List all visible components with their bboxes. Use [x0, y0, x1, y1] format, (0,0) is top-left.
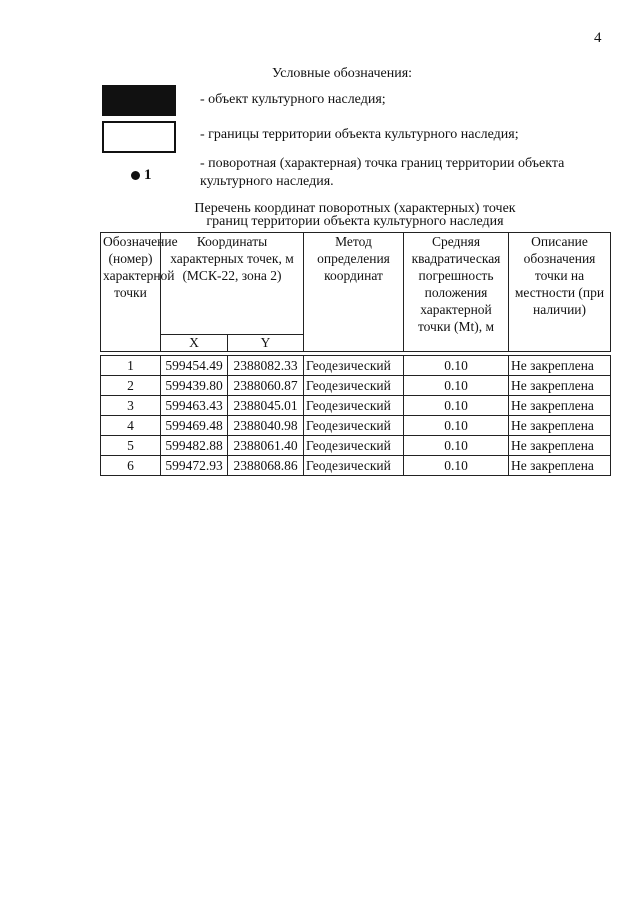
- table-row: [101, 376, 611, 396]
- header-error: Средняя квадратическая погрешность положения характерной точки (Mt), м: [404, 233, 509, 352]
- cell-x: 599482.88: [161, 436, 228, 456]
- legend-item-boundary: - границы территории объекта культурного наследия;: [200, 127, 519, 142]
- cell-method: Геодезический: [304, 436, 404, 456]
- cell-y: 2388045.01: [228, 396, 304, 416]
- table-row: [101, 436, 611, 456]
- cell-y: 2388061.40: [228, 436, 304, 456]
- cell-description: Не закреплена: [509, 396, 611, 416]
- territory-boundary-swatch: [102, 121, 176, 153]
- cell-number: 1: [101, 356, 161, 376]
- table-row: [101, 416, 611, 436]
- cell-x: 599439.80: [161, 376, 228, 396]
- cell-method: Геодезический: [304, 356, 404, 376]
- cell-number: 2: [101, 376, 161, 396]
- cell-x: 599463.43: [161, 396, 228, 416]
- cell-number: 5: [101, 436, 161, 456]
- header-description: Описание обозначения точки на местности (при наличии): [509, 233, 611, 352]
- cell-x: 599469.48: [161, 416, 228, 436]
- cell-x: 599454.49: [161, 356, 228, 376]
- header-y: Y: [228, 335, 304, 352]
- point-dot-icon: [131, 171, 140, 180]
- header-point-number: Обозначение (номер) характерной точки: [101, 233, 161, 352]
- legend-item-object: - объект культурного наследия;: [200, 92, 386, 107]
- cell-description: Не закреплена: [509, 376, 611, 396]
- table-row: [101, 456, 611, 476]
- cell-x: 599472.93: [161, 456, 228, 476]
- cell-description: Не закреплена: [509, 416, 611, 436]
- turning-point-marker: [131, 167, 152, 184]
- cell-description: Не закреплена: [509, 456, 611, 476]
- cell-description: Не закреплена: [509, 356, 611, 376]
- cell-description: Не закреплена: [509, 436, 611, 456]
- header-x: X: [161, 335, 228, 352]
- header-coordinates: Координаты характерных точек, м (МСК-22, зона 2): [161, 233, 304, 335]
- header-method: Метод определения координат: [304, 233, 404, 352]
- cell-y: 2388040.98: [228, 416, 304, 436]
- legend-title: Условные обозначения:: [272, 66, 413, 81]
- cell-error: 0.10: [404, 456, 509, 476]
- cell-error: 0.10: [404, 416, 509, 436]
- cell-number: 4: [101, 416, 161, 436]
- cell-method: Геодезический: [304, 456, 404, 476]
- cell-y: 2388082.33: [228, 356, 304, 376]
- table-caption: [100, 202, 610, 228]
- cell-number: 3: [101, 396, 161, 416]
- cell-method: Геодезический: [304, 396, 404, 416]
- cell-number: 6: [101, 456, 161, 476]
- cell-error: 0.10: [404, 396, 509, 416]
- cell-error: 0.10: [404, 356, 509, 376]
- caption-line-2: границ территории объекта культурного наследия: [206, 214, 504, 229]
- cell-method: Геодезический: [304, 416, 404, 436]
- caption-line-1: Перечень координат поворотных (характерных) точек: [194, 201, 516, 216]
- table-row: [101, 356, 611, 376]
- cell-error: 0.10: [404, 436, 509, 456]
- cell-method: Геодезический: [304, 376, 404, 396]
- coordinates-table: [100, 232, 611, 476]
- point-marker-label: 1: [144, 167, 152, 183]
- table-row: [101, 396, 611, 416]
- page-number: 4: [594, 30, 602, 46]
- cultural-heritage-object-swatch: [102, 85, 176, 116]
- cell-error: 0.10: [404, 376, 509, 396]
- legend-item-point: - поворотная (характерная) точка границ территории объекта культурного наследия.: [200, 156, 565, 189]
- cell-y: 2388068.86: [228, 456, 304, 476]
- cell-y: 2388060.87: [228, 376, 304, 396]
